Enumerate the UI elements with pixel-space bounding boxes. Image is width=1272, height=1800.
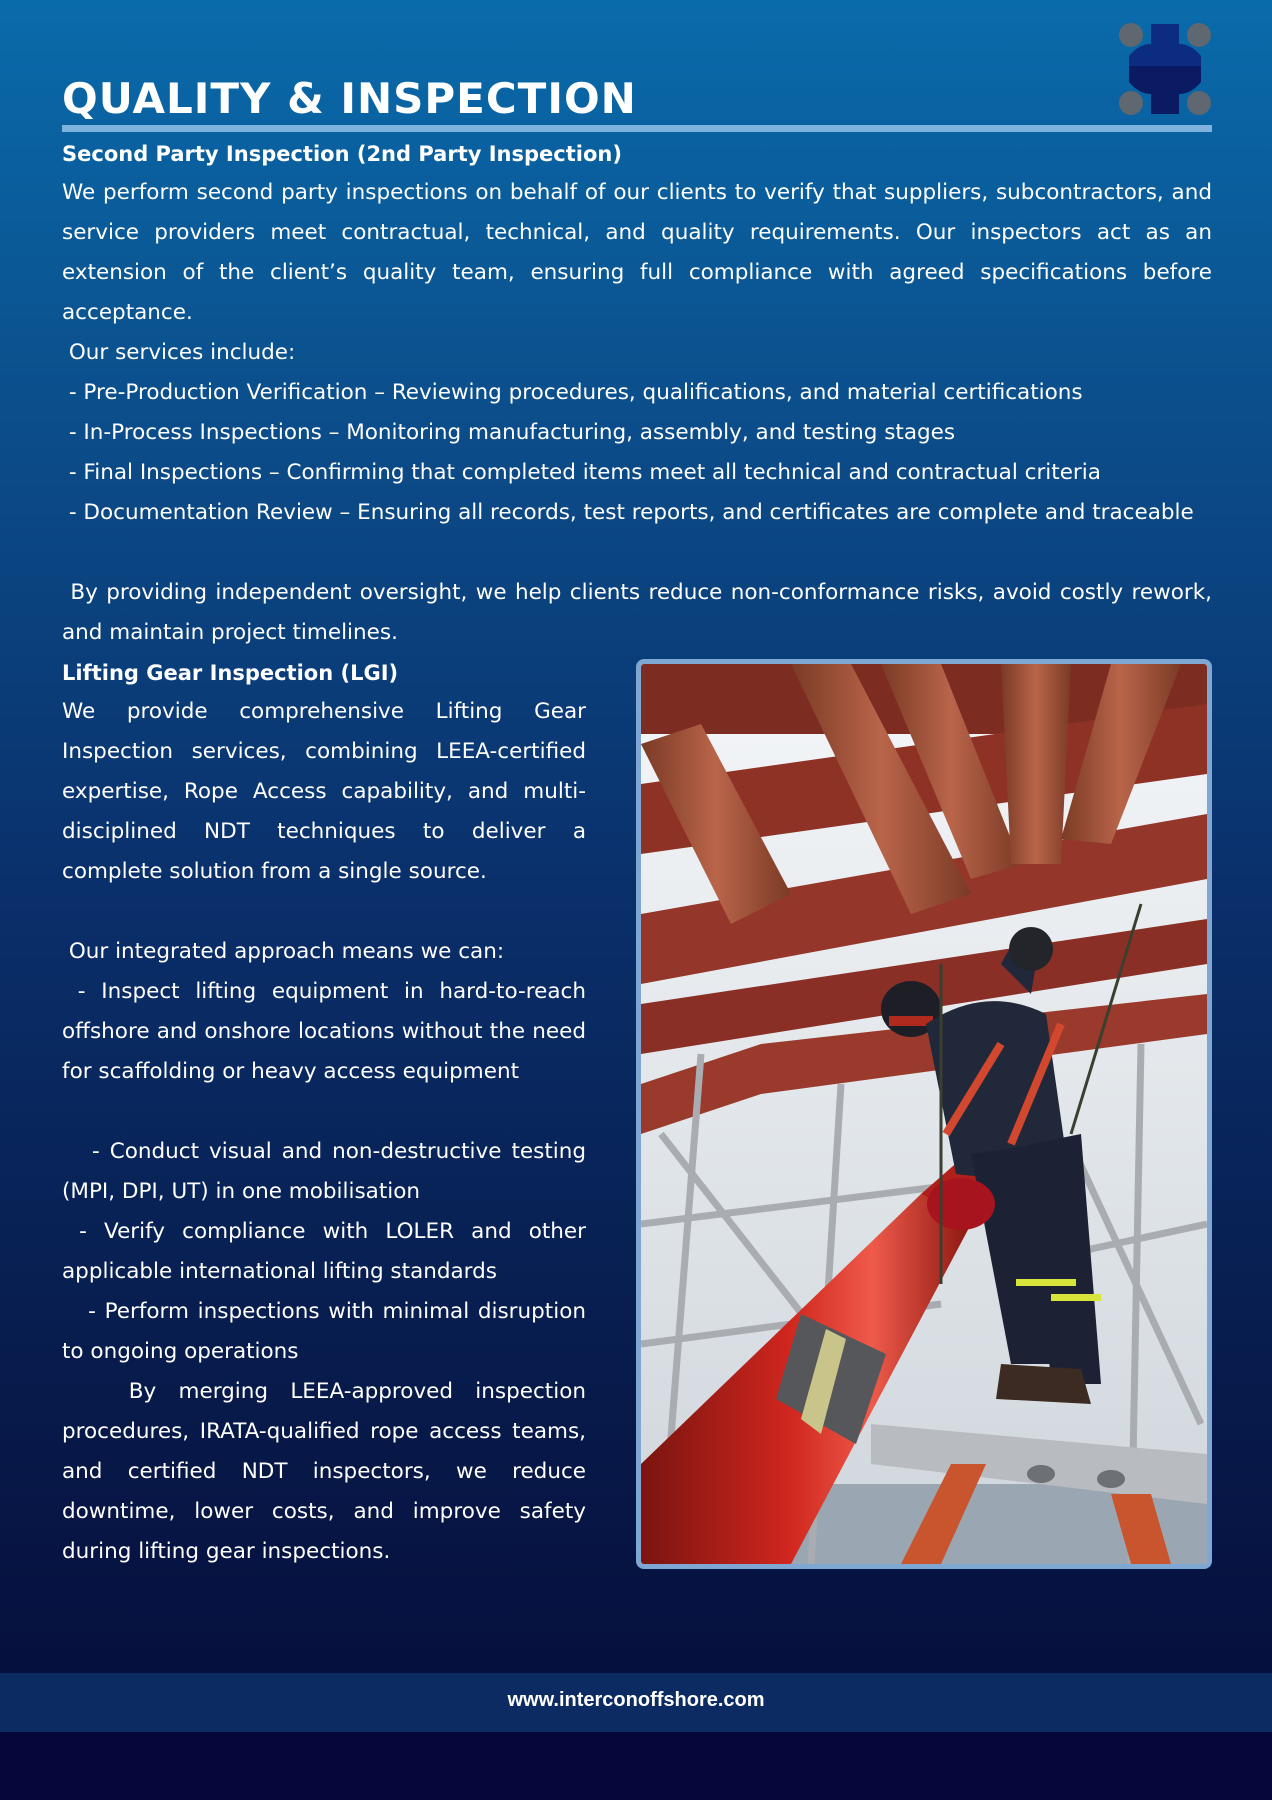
service-item: - Pre-Production Verification – Reviewing procedures, qualifications, and material certifications [68, 380, 1083, 405]
service-item: - Final Inspections – Confirming that completed items meet all technical and contractual criteria [68, 460, 1101, 485]
lgi-point: - Inspect lifting equipment in hard-to-reach offshore and onshore locations without the need for scaffolding or heavy access equipment [62, 979, 586, 1084]
second-party-closing: By providing independent oversight, we help clients reduce non-conformance risks, avoid costly rework, and maintain project timelines. [62, 580, 1212, 645]
section-heading-lgi: Lifting Gear Inspection (LGI) [62, 661, 399, 685]
second-party-intro: We perform second party inspections on behalf of our clients to verify that suppliers, subcontractors, and service providers meet contractual, technical, and quality requirements. Our inspectors act as an extension of the client’s quality team, ensuring full compliance with agreed specifications before acceptance. [62, 180, 1212, 325]
lgi-point: - Conduct visual and non-destructive testing (MPI, DPI, UT) in one mobilisation [62, 1139, 586, 1204]
footer-bar [0, 1673, 1272, 1732]
service-item: - In-Process Inspections – Monitoring manufacturing, assembly, and testing stages [68, 420, 956, 445]
service-item: - Documentation Review – Ensuring all records, test reports, and certificates are complete and traceable [68, 500, 1194, 525]
lgi-point: - Perform inspections with minimal disruption to ongoing operations [62, 1299, 586, 1364]
lgi-closing: By merging LEEA-approved inspection procedures, IRATA-qualified rope access teams, and certified NDT inspectors, we reduce downtime, lower costs, and improve safety during lifting gear inspections. [62, 1379, 586, 1564]
bottom-band [0, 1732, 1272, 1800]
section-heading-second-party: Second Party Inspection (2nd Party Inspection) [62, 142, 622, 166]
website-link[interactable]: www.interconoffshore.com [507, 1689, 765, 1711]
lgi-point: - Verify compliance with LOLER and other applicable international lifting standards [62, 1219, 586, 1284]
intercon-logo-icon [1118, 22, 1212, 116]
rope-access-photo [636, 659, 1212, 1569]
title-divider [62, 125, 1212, 132]
page-title: QUALITY & INSPECTION [62, 74, 637, 123]
lgi-approach-lead: Our integrated approach means we can: [68, 939, 505, 964]
services-lead: Our services include: [68, 340, 296, 365]
lgi-intro: We provide comprehensive Lifting Gear Inspection services, combining LEEA-certified expertise, Rope Access capability, and multi-disciplined NDT techniques to deliver a complete solution from a single source. [62, 699, 586, 884]
